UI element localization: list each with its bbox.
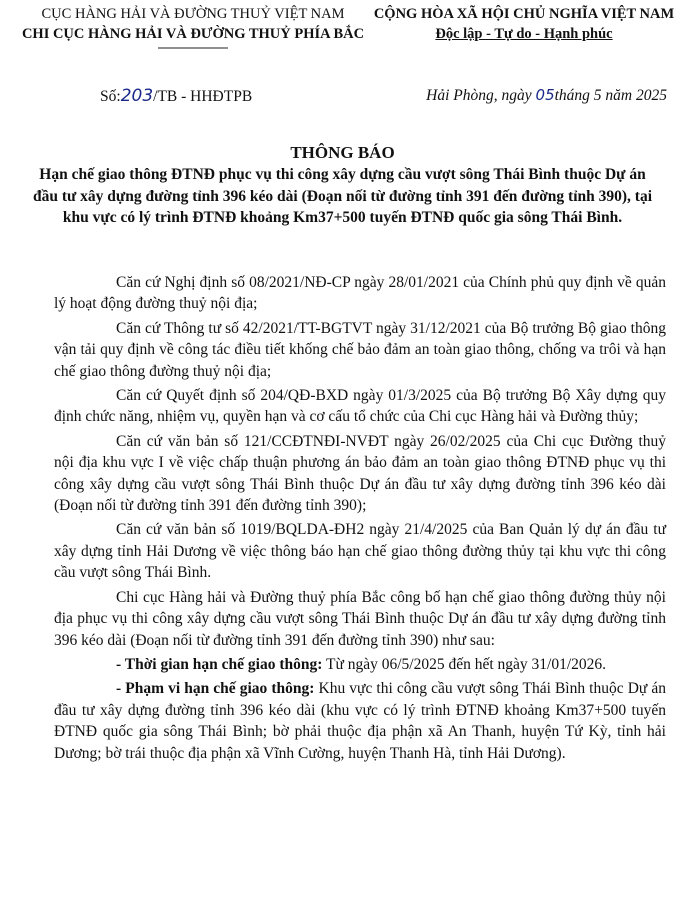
- motto: Độc lập - Tự do - Hạnh phúc: [435, 26, 613, 42]
- paragraph-scope: [54, 678, 666, 764]
- document-subject: Hạn chế giao thông ĐTNĐ phục vụ thi công xây dựng cầu vượt sông Thái Bình thuộc Dự án đầu tư xây dựng đường tỉnh 396 kéo dài (Đoạn nối từ đường tỉnh 391 đến đường tỉnh 390), tại khu vực có lý trình ĐTNĐ khoảng Km37+500 tuyến ĐTNĐ quốc gia sông Thái Bình.: [32, 166, 653, 226]
- number-suffix: /TB - HHĐTPB: [153, 88, 253, 105]
- parent-agency: CỤC HÀNG HẢI VÀ ĐƯỜNG THUỶ VIỆT NAM: [41, 6, 345, 22]
- paragraph: Căn cứ Thông tư số 42/2021/TT-BGTVT ngày 31/12/2021 của Bộ trưởng Bộ giao thông vận tải quy định về công tác điều tiết khống chế bảo đảm an toàn giao thông, chống va trôi và hạn chế giao thông đường thuỷ nội địa;: [54, 319, 666, 380]
- time-limit-label: - Thời gian hạn chế giao thông:: [116, 655, 323, 673]
- handwritten-day: 05: [535, 86, 555, 104]
- paragraph-time-limit: [54, 654, 666, 675]
- country-name: CỘNG HÒA XÃ HỘI CHỦ NGHĨA VIỆT NAM: [373, 6, 675, 22]
- document-title: THÔNG BÁO: [290, 143, 395, 162]
- agency-underline: [158, 46, 228, 50]
- paragraph: Căn cứ văn bản số 121/CCĐTNĐI-NVĐT ngày 26/02/2025 của Chi cục Đường thuỷ nội địa khu vực I về việc chấp thuận phương án bảo đảm an toàn giao thông ĐTNĐ phục vụ thi công xây dựng cầu vượt sông Thái Bình thuộc Dự án đầu tư xây dựng đường tỉnh 396 kéo dài (Đoạn nối từ đường tỉnh 391 đến đường tỉnh 390);: [54, 432, 666, 515]
- paragraph: Chi cục Hàng hải và Đường thuỷ phía Bắc công bố hạn chế giao thông đường thủy nội địa phục vụ thi công xây dựng cầu vượt sông Thái Bình thuộc Dự án đầu tư xây dựng đường tỉnh 396 kéo dài (Đoạn nối từ đường tỉnh 391 đến đường tỉnh 390) như sau:: [54, 588, 666, 649]
- paragraph: Căn cứ văn bản số 1019/BQLDA-ĐH2 ngày 21/4/2025 của Ban Quản lý dự án đầu tư xây dựng tỉnh Hải Dương về việc thông báo hạn chế giao thông đường thủy tại khu vực thi công cầu vượt sông Thái Bình.: [54, 521, 666, 582]
- handwritten-number: 203: [120, 86, 154, 106]
- issuing-authority: [18, 4, 368, 50]
- time-limit-text: Từ ngày 06/5/2025 đến hết ngày 31/01/2026.: [322, 655, 607, 673]
- scope-label: - Phạm vi hạn chế giao thông:: [116, 680, 315, 698]
- document-date: [426, 86, 667, 105]
- reference-line: [0, 86, 685, 110]
- document-body: [54, 272, 666, 767]
- document-header: [0, 4, 685, 84]
- national-motto: [368, 4, 680, 44]
- paragraph: Căn cứ Nghị định số 08/2021/NĐ-CP ngày 28/01/2021 của Chính phủ quy định về quản lý hoạt động đường thuỷ nội địa;: [54, 274, 666, 313]
- issuing-agency: CHI CỤC HÀNG HẢI VÀ ĐƯỜNG THUỶ PHÍA BẮC: [21, 26, 365, 42]
- date-suffix: tháng 5 năm 2025: [554, 87, 667, 104]
- number-prefix: Số:: [100, 88, 121, 105]
- document-number: [100, 86, 252, 106]
- scope-text: Khu vực thi công cầu vượt sông Thái Bình thuộc Dự án đầu tư xây dựng đường tỉnh 396 kéo dài (khu vực có lý trình ĐTNĐ khoảng Km37+500 tuyến ĐTNĐ quốc gia sông Thái Bình; bờ phải thuộc địa phận xã An Thanh, huyện Tứ Kỳ, tỉnh hải Dương; bờ trái thuộc địa phận xã Vĩnh Cường, huyện Thanh Hà, tỉnh Hải Dương).: [54, 680, 667, 762]
- paragraph: Căn cứ Quyết định số 204/QĐ-BXD ngày 01/3/2025 của Bộ trưởng Bộ Xây dựng quy định chức năng, nhiệm vụ, quyền hạn và cơ cấu tổ chức của Chi cục Hàng hải và Đường thủy;: [54, 387, 666, 426]
- date-prefix: Hải Phòng, ngày: [426, 87, 536, 104]
